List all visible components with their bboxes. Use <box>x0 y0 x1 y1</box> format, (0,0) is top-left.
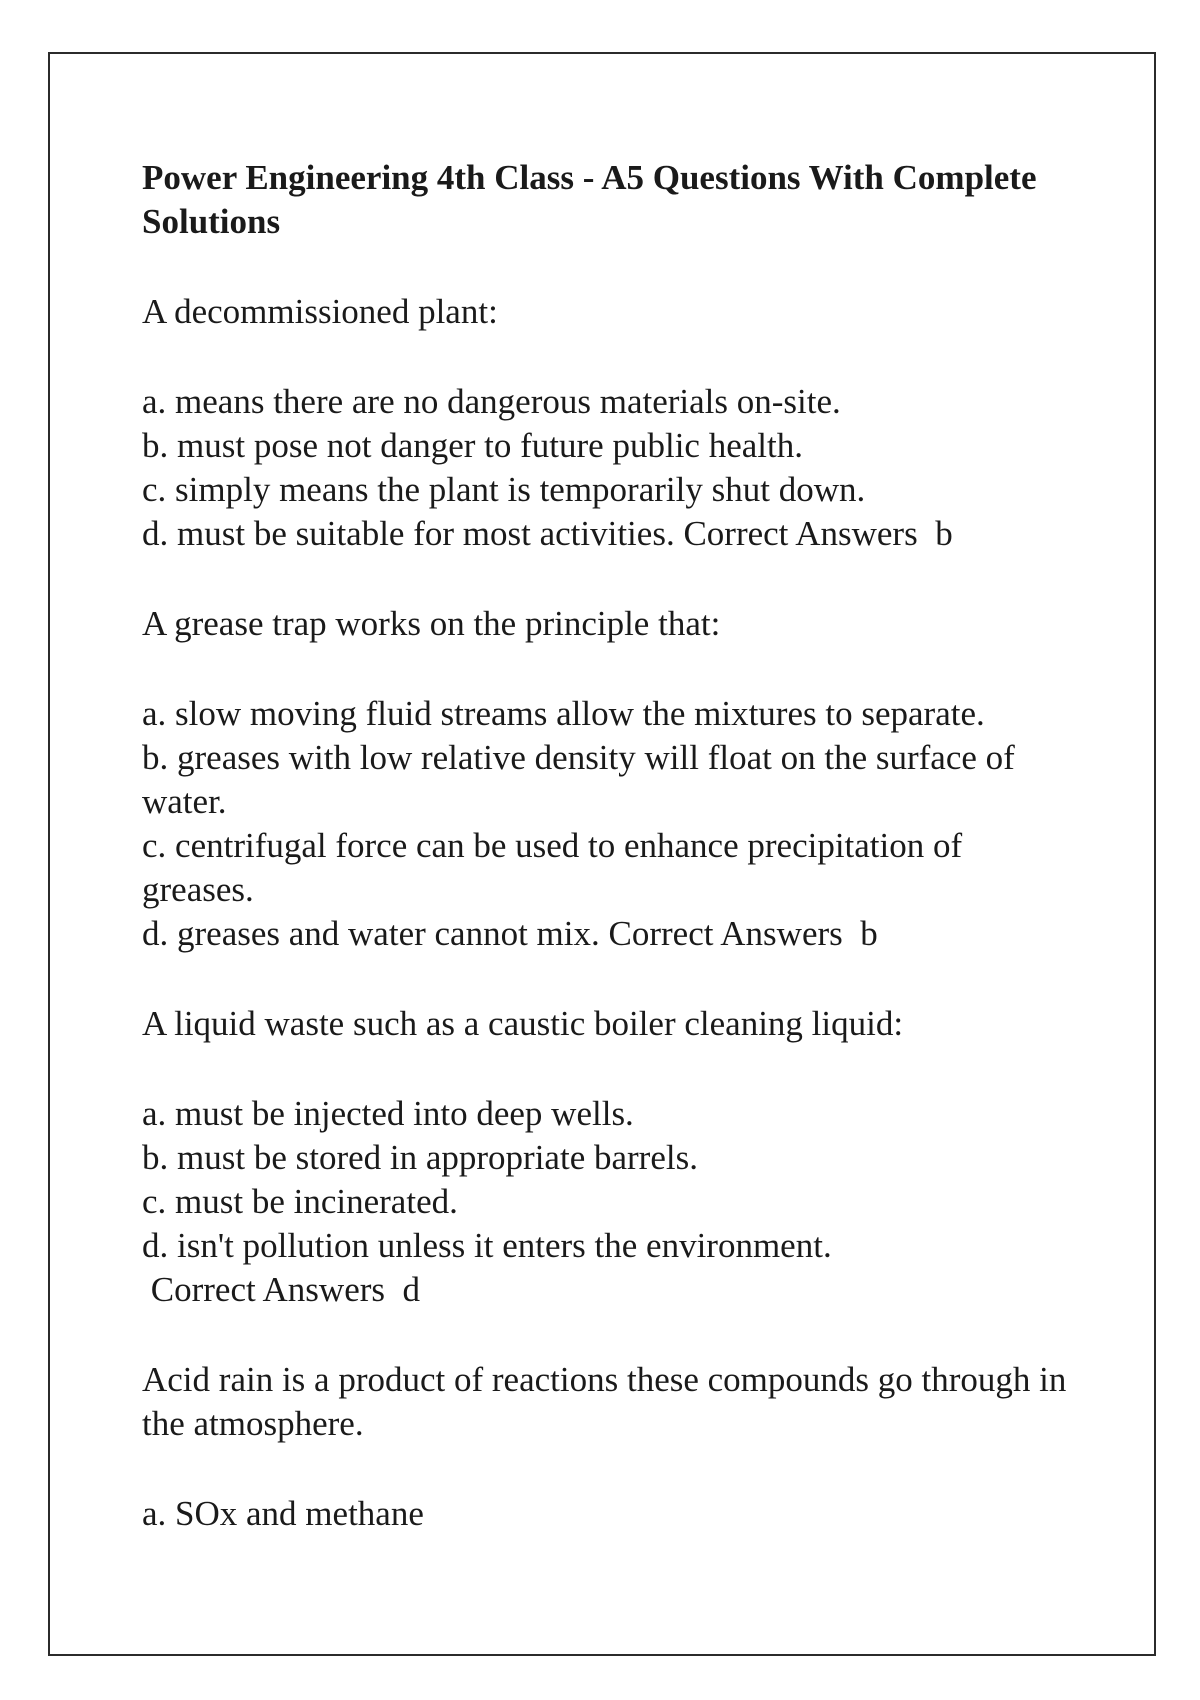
option-b: b. must be stored in appropriate barrels. <box>142 1138 698 1177</box>
question-3 <box>142 1002 1072 1312</box>
option-list <box>142 380 1072 556</box>
option-d <box>142 512 1072 556</box>
option-a: a. SOx and methane <box>142 1494 424 1533</box>
option-d-text: d. isn't pollution unless it enters the environment. <box>142 1226 832 1265</box>
question-2 <box>142 602 1072 956</box>
correct-answer: Correct Answers b <box>599 914 878 953</box>
question-text: A grease trap works on the principle that: <box>142 604 721 643</box>
option-list <box>142 1092 1072 1312</box>
option-d-text: d. must be suitable for most activities. <box>142 514 675 553</box>
option-d <box>142 1224 1072 1312</box>
option-c: c. must be incinerated. <box>142 1182 458 1221</box>
correct-answer: Correct Answers d <box>142 1270 421 1309</box>
option-b: b. greases with low relative density will float on the surface of water. <box>142 738 1015 821</box>
correct-answer: Correct Answers b <box>674 514 953 553</box>
option-list <box>142 692 1072 956</box>
question-text: Acid rain is a product of reactions these compounds go through in the atmosphere. <box>142 1360 1067 1443</box>
option-a: a. must be injected into deep wells. <box>142 1094 634 1133</box>
option-d-text: d. greases and water cannot mix. <box>142 914 600 953</box>
option-b: b. must pose not danger to future public health. <box>142 426 803 465</box>
question-text: A liquid waste such as a caustic boiler cleaning liquid: <box>142 1004 904 1043</box>
option-list <box>142 1492 1072 1536</box>
question-text: A decommissioned plant: <box>142 292 498 331</box>
option-a: a. slow moving fluid streams allow the mixtures to separate. <box>142 694 985 733</box>
option-a: a. means there are no dangerous materials on-site. <box>142 382 841 421</box>
document-content <box>142 156 1072 1582</box>
question-4 <box>142 1358 1072 1536</box>
question-1 <box>142 290 1072 556</box>
option-c: c. centrifugal force can be used to enhance precipitation of greases. <box>142 826 963 909</box>
option-c: c. simply means the plant is temporarily shut down. <box>142 470 866 509</box>
option-d <box>142 912 1072 956</box>
document-title: Power Engineering 4th Class - A5 Questions With Complete Solutions <box>142 158 1037 241</box>
